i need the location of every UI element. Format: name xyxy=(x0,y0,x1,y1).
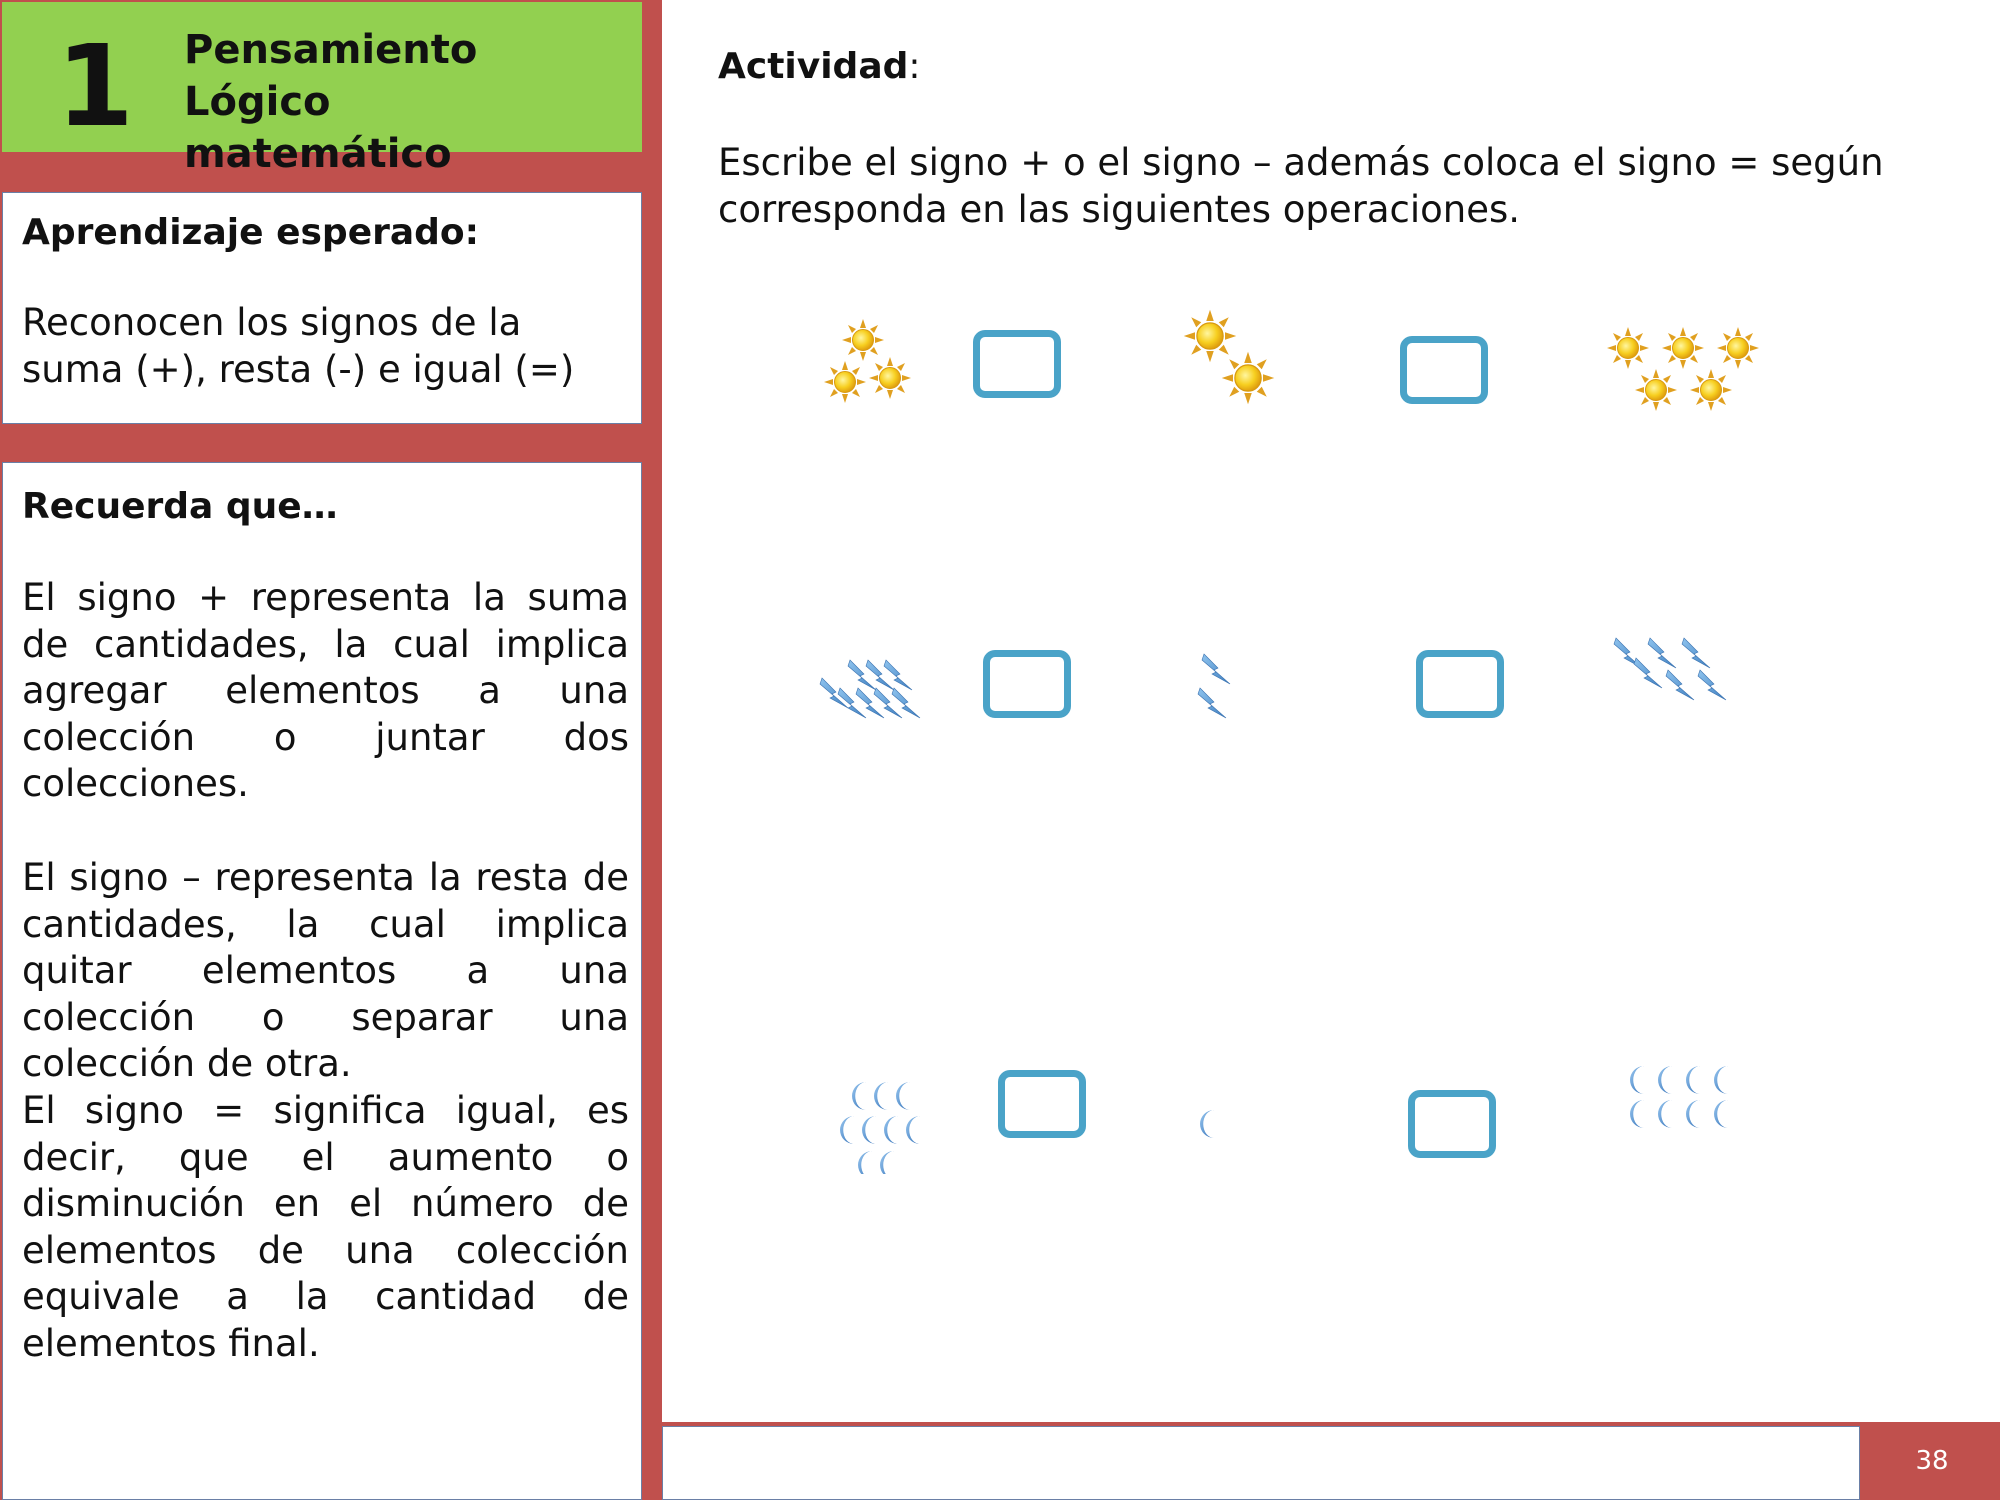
moon-icon xyxy=(1714,1100,1728,1128)
lesson-title-line1: Pensamiento Lógico xyxy=(184,27,478,125)
moon-icon xyxy=(1200,1110,1214,1138)
sun-icon xyxy=(1222,352,1275,405)
learning-panel xyxy=(2,192,642,424)
lesson-number: 1 xyxy=(56,22,134,152)
moon-icon xyxy=(1714,1066,1728,1094)
sun-group-left xyxy=(818,316,918,406)
lesson-title-line2: matemático xyxy=(184,131,452,177)
lightning-icon xyxy=(1634,658,1662,688)
learning-heading: Aprendizaje esperado: xyxy=(22,212,480,253)
moon-icon xyxy=(874,1082,888,1110)
lesson-title xyxy=(184,24,624,180)
sun-icon xyxy=(1635,369,1677,411)
recall-paragraph-plus: El signo + representa la suma de cantidades, la cual implica agregar elementos a una colección o juntar dos colecciones. xyxy=(22,576,629,805)
moon-icon xyxy=(840,1116,854,1144)
recall-heading: Recuerda que… xyxy=(22,486,338,527)
answer-box-1b[interactable] xyxy=(1400,336,1488,404)
lightning-icon xyxy=(1648,638,1676,668)
lightning-group-left xyxy=(818,654,938,734)
moon-icon xyxy=(1630,1066,1644,1094)
moon-icon xyxy=(1658,1100,1672,1128)
answer-box-2b[interactable] xyxy=(1416,650,1504,718)
page-number-box xyxy=(1864,1422,2000,1500)
answer-box-3a[interactable] xyxy=(998,1070,1086,1138)
sun-icon xyxy=(1184,310,1237,363)
moon-icon xyxy=(1686,1100,1700,1128)
answer-box-1a[interactable] xyxy=(973,330,1061,398)
moon-icon xyxy=(852,1082,866,1110)
activity-heading xyxy=(718,44,921,90)
sun-icon xyxy=(869,357,911,399)
sun-icon xyxy=(1690,369,1732,411)
lightning-icon xyxy=(1698,670,1726,700)
sun-icon xyxy=(824,361,866,403)
moon-icon xyxy=(862,1116,876,1144)
recall-paragraph-equal: El signo = significa igual, es decir, que el aumento o disminución en el número de elementos de una colección equivale a la cantidad de elementos final. xyxy=(22,1089,629,1365)
lightning-icon xyxy=(1202,654,1230,684)
sun-icon xyxy=(1717,327,1759,369)
sun-icon xyxy=(1662,327,1704,369)
moon-icon xyxy=(896,1082,910,1110)
recall-paragraph-minus: El signo – representa la resta de cantidades, la cual implica quitar elementos a una colección o separar una colección de otra. xyxy=(22,856,629,1085)
moon-icon xyxy=(906,1116,920,1144)
activity-instructions: Escribe el signo + o el signo – además coloca el signo = según corresponda en las siguientes operaciones. xyxy=(718,141,1884,231)
lightning-group-result xyxy=(1612,636,1762,716)
recall-panel xyxy=(2,462,642,1500)
sun-icon xyxy=(842,319,884,361)
learning-text: Reconocen los signos de la suma (+), resta (-) e igual (=) xyxy=(22,301,575,391)
lightning-icon xyxy=(1666,670,1694,700)
moon-group-result xyxy=(1626,1056,1756,1146)
moon-icon xyxy=(1630,1100,1644,1128)
moon-icon xyxy=(858,1151,872,1174)
page-number: 38 xyxy=(1915,1446,1949,1476)
footer-bar xyxy=(662,1426,1860,1500)
moon-icon xyxy=(1658,1066,1672,1094)
lightning-icon xyxy=(1198,688,1226,718)
lightning-group-middle xyxy=(1190,652,1260,732)
moon-icon xyxy=(884,1116,898,1144)
answer-box-3b[interactable] xyxy=(1408,1090,1496,1158)
answer-box-2a[interactable] xyxy=(983,650,1071,718)
moon-group-middle xyxy=(1190,1104,1240,1144)
sun-icon xyxy=(1607,327,1649,369)
moon-icon xyxy=(1686,1066,1700,1094)
lesson-header xyxy=(2,2,642,177)
sun-group-result xyxy=(1600,320,1770,420)
activity-heading-colon: : xyxy=(908,46,921,87)
sun-group-middle xyxy=(1172,302,1282,412)
activity-heading-label: Actividad xyxy=(718,46,909,87)
moon-icon xyxy=(880,1151,894,1174)
moon-group-left xyxy=(828,1064,938,1174)
lightning-icon xyxy=(1682,638,1710,668)
